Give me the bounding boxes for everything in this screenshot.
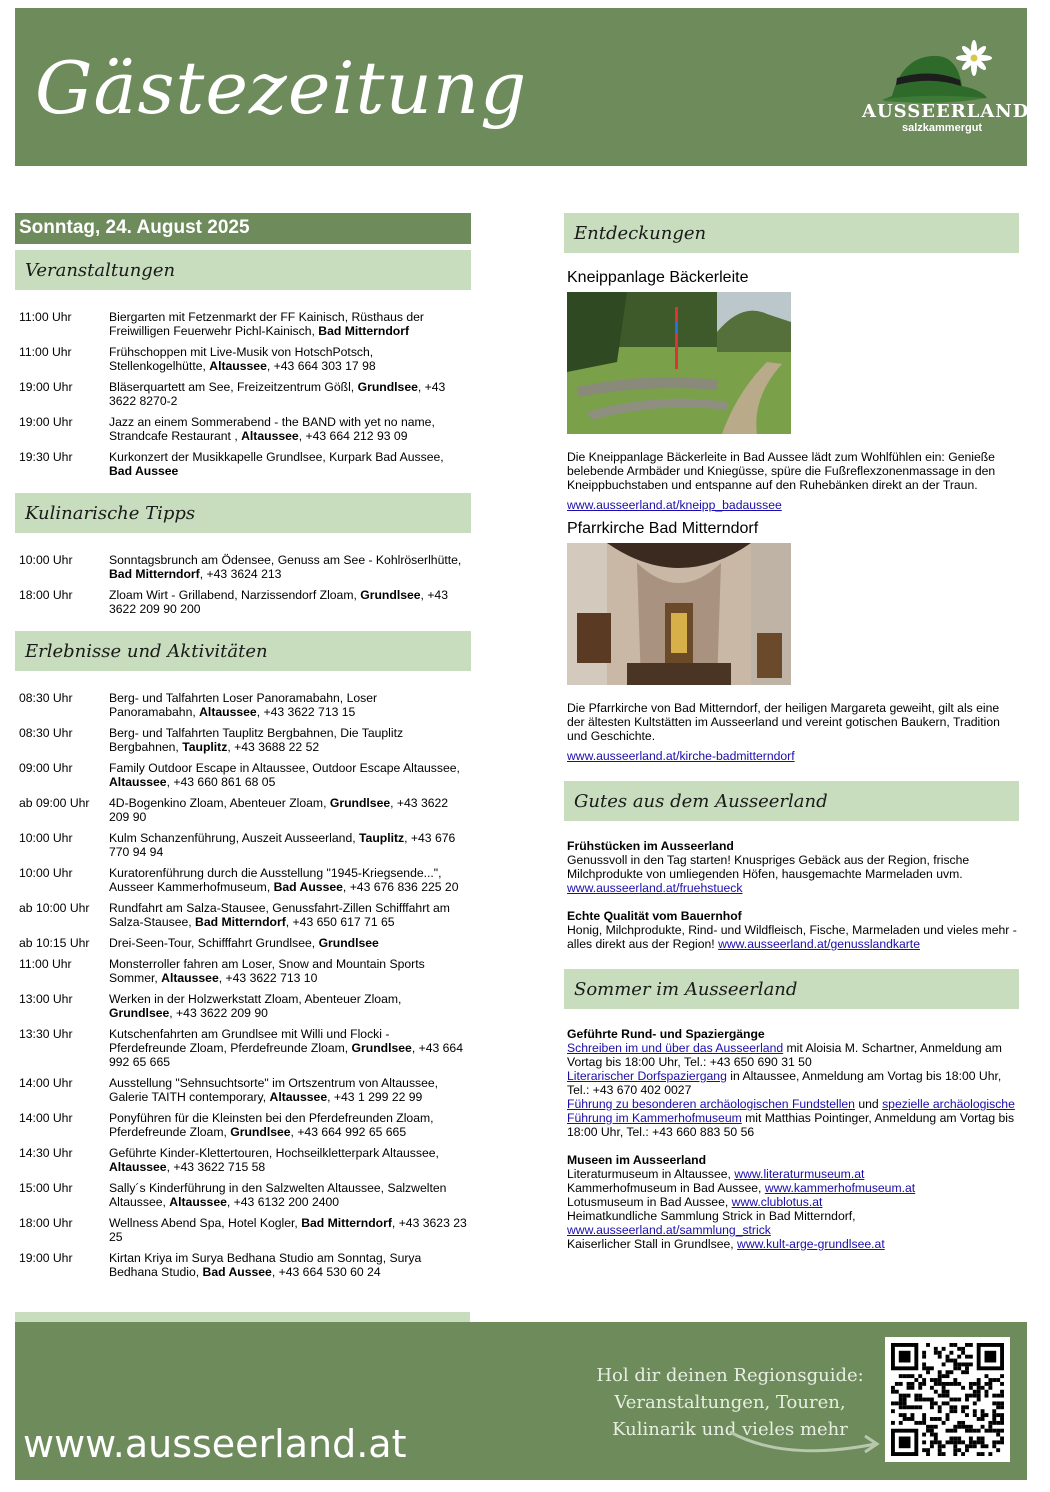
event-row bbox=[15, 1251, 471, 1279]
footer-banner bbox=[15, 1322, 1027, 1480]
event-time: 10:00 Uhr bbox=[19, 866, 73, 880]
event-contact: , +43 3624 213 bbox=[199, 567, 282, 581]
walk-info: mit Aloisia M. Schartner, Anmeldung am Vortag bis 18:00 Uhr, Tel.: +43 650 690 31 50 bbox=[567, 1041, 1002, 1069]
event-text: Family Outdoor Escape in Altaussee, Outdoor Escape Altaussee, bbox=[109, 761, 460, 775]
event-contact: , +43 3622 8270-2 bbox=[109, 380, 446, 408]
breakfast-text: Genussvoll in den Tag starten! Knuspriges Gebäck aus der Region, frische Milchprodukte von umliegenden Höfen, hausgemachte Marmeladen uvm. bbox=[567, 853, 970, 881]
event-text: Kuratorenführung durch die Ausstellung "1945-Kriegsende...", Ausseer Kammerhofmuseum, bbox=[109, 866, 442, 894]
writing-walk-link[interactable]: Schreiben im und über das Ausseerland bbox=[567, 1041, 784, 1055]
event-place: Altaussee bbox=[161, 971, 219, 985]
event-place: Bad Mitterndorf bbox=[301, 1216, 392, 1230]
event-text: Werken in der Holzwerkstatt Zloam, Abenteuer Zloam, bbox=[109, 992, 402, 1006]
event-time: 09:00 Uhr bbox=[19, 761, 73, 775]
event-time: 13:00 Uhr bbox=[19, 992, 73, 1006]
museum-link[interactable]: www.clublotus.at bbox=[731, 1195, 823, 1209]
event-description bbox=[109, 992, 467, 1020]
event-time: 11:00 Uhr bbox=[19, 310, 72, 324]
event-text: Ausstellung "Sehnsuchtsorte" im Ortszentrum von Altaussee, Galerie TAITH contemporary, bbox=[109, 1076, 439, 1104]
event-place: Altaussee bbox=[109, 775, 167, 789]
event-time: 19:00 Uhr bbox=[19, 380, 73, 394]
footer-divider bbox=[15, 1312, 470, 1322]
event-place: Tauplitz bbox=[182, 740, 228, 754]
event-time: 11:00 Uhr bbox=[19, 957, 72, 971]
event-description bbox=[109, 345, 467, 373]
event-description bbox=[109, 936, 467, 950]
event-text: Kutschenfahrten am Grundlsee mit Willi und Flocki - Pferdefreunde Zloam, Pferdefreunde Zloam, bbox=[109, 1027, 390, 1055]
event-place: Grundlsee bbox=[318, 936, 379, 950]
genusslandkarte-link[interactable]: www.ausseerland.at/genusslandkarte bbox=[718, 937, 920, 951]
event-row bbox=[15, 310, 471, 338]
event-description bbox=[109, 1076, 467, 1104]
event-time: 10:00 Uhr bbox=[19, 831, 73, 845]
museum-name: Kaiserlicher Stall in Grundlsee, bbox=[567, 1237, 738, 1251]
event-contact: , +43 1 299 22 99 bbox=[327, 1090, 423, 1104]
event-description bbox=[109, 380, 467, 408]
event-row bbox=[15, 1076, 471, 1104]
walks-title: Geführte Rund- und Spaziergänge bbox=[567, 1027, 765, 1041]
kneipp-link[interactable]: www.ausseerland.at/kneipp_badaussee bbox=[567, 498, 782, 512]
event-description bbox=[109, 726, 467, 754]
header-banner bbox=[15, 8, 1030, 166]
event-text: 4D-Bogenkino Zloam, Abenteuer Zloam, bbox=[109, 796, 330, 810]
event-text: Wellness Abend Spa, Hotel Kogler, bbox=[109, 1216, 302, 1230]
events-list bbox=[15, 533, 471, 631]
event-text: Rundfahrt am Salza-Stausee, Genussfahrt-Zillen Schifffahrt am Salza-Stausee, bbox=[109, 901, 450, 929]
event-description bbox=[109, 310, 467, 338]
event-row bbox=[15, 831, 471, 859]
event-row bbox=[15, 992, 471, 1020]
museums-block bbox=[567, 1153, 1019, 1251]
event-text: Sally´s Kinderführung in den Salzwelten Altaussee, Salzwelten Altaussee, bbox=[109, 1181, 447, 1209]
event-time: 18:00 Uhr bbox=[19, 588, 73, 602]
event-contact: , +43 664 530 60 24 bbox=[271, 1265, 381, 1279]
event-place: Grundlsee bbox=[360, 588, 421, 602]
museum-name: Lotusmuseum in Bad Aussee, bbox=[567, 1195, 732, 1209]
event-description bbox=[109, 450, 467, 478]
event-row bbox=[15, 901, 471, 929]
event-contact: , +43 3622 713 10 bbox=[218, 971, 318, 985]
event-description bbox=[109, 691, 467, 719]
walk-info: in Altaussee, Anmeldung am Vortag bis 18:00 Uhr, Tel.: +43 670 402 0027 bbox=[567, 1069, 1002, 1097]
event-row bbox=[15, 450, 471, 478]
event-time: 11:00 Uhr bbox=[19, 345, 72, 359]
section-heading-gutes: Gutes aus dem Ausseerland bbox=[564, 781, 1019, 821]
right-column bbox=[564, 213, 1019, 1251]
ausseerland-logo[interactable] bbox=[862, 38, 1030, 138]
arrow-icon bbox=[725, 1422, 885, 1462]
event-time: ab 10:15 Uhr bbox=[19, 936, 90, 950]
event-text: Jazz an einem Sommerabend - the BAND with yet no name, Strandcafe Restaurant , bbox=[109, 415, 435, 443]
event-row bbox=[15, 1146, 471, 1174]
event-place: Altaussee bbox=[269, 1090, 328, 1104]
promo-line: Hol dir deinen Regionsguide: bbox=[596, 1365, 864, 1386]
discovery-description: Die Pfarrkirche von Bad Mitterndorf, der heiligen Margareta geweiht, gilt als eine der ältesten Kultstätten im Ausseerland und vereint gotischen Baukern, Tradition und Geschichte. bbox=[567, 701, 1000, 743]
event-contact: , +43 3622 715 58 bbox=[166, 1160, 266, 1174]
event-contact: , +43 676 770 94 94 bbox=[109, 831, 456, 859]
church-interior-image bbox=[567, 543, 791, 685]
museum-link[interactable]: www.kult-arge-grundlsee.at bbox=[737, 1237, 885, 1251]
discovery-title: Pfarrkirche Bad Mitterndorf bbox=[567, 520, 759, 537]
event-place: Grundlsee bbox=[230, 1125, 291, 1139]
event-contact: , +43 3622 209 90 200 bbox=[109, 588, 448, 616]
event-row bbox=[15, 1181, 471, 1209]
discovery-title: Kneippanlage Bäckerleite bbox=[567, 269, 749, 286]
event-row bbox=[15, 796, 471, 824]
event-place: Grundlsee bbox=[351, 1041, 412, 1055]
guided-walks-block bbox=[567, 1027, 1019, 1139]
event-row bbox=[15, 761, 471, 789]
breakfast-title: Frühstücken im Ausseerland bbox=[567, 839, 734, 853]
event-time: ab 09:00 Uhr bbox=[19, 796, 90, 810]
event-description bbox=[109, 1027, 467, 1069]
event-contact: , +43 6132 200 2400 bbox=[226, 1195, 340, 1209]
event-text: Frühschoppen mit Live-Musik von HotschPotsch, Stellenkogelhütte, bbox=[109, 345, 374, 373]
event-text: Berg- und Talfahrten Tauplitz Bergbahnen, Die Tauplitz Bergbahnen, bbox=[109, 726, 404, 754]
event-description bbox=[109, 415, 467, 443]
qr-code[interactable] bbox=[885, 1337, 1010, 1462]
event-row bbox=[15, 380, 471, 408]
walk-info: mit Matthias Pointinger, Anmeldung am Vortag bis 18:00 Uhr, Tel.: +43 660 883 50 56 bbox=[567, 1111, 1015, 1139]
museum-name: Literaturmuseum in Altaussee, bbox=[567, 1167, 735, 1181]
event-time: 18:00 Uhr bbox=[19, 1216, 73, 1230]
farm-quality-block bbox=[567, 909, 1019, 951]
hat-icon bbox=[862, 38, 1002, 108]
walk-connector: und bbox=[854, 1097, 883, 1111]
church-link[interactable]: www.ausseerland.at/kirche-badmitterndorf bbox=[567, 749, 795, 763]
event-place: Bad Mitterndorf bbox=[109, 567, 200, 581]
archaeology-tour-link[interactable]: Führung zu besonderen archäologischen Fundstellen bbox=[567, 1097, 855, 1111]
event-contact: , +43 660 861 68 05 bbox=[166, 775, 276, 789]
farm-title: Echte Qualität vom Bauernhof bbox=[567, 909, 742, 923]
event-place: Grundlsee bbox=[329, 796, 391, 810]
event-place: Altaussee bbox=[109, 1160, 167, 1174]
event-time: 10:00 Uhr bbox=[19, 553, 73, 567]
event-place: Tauplitz bbox=[359, 831, 405, 845]
qr-code-icon bbox=[891, 1343, 1004, 1456]
event-row bbox=[15, 691, 471, 719]
event-place: Grundlsee bbox=[109, 1006, 170, 1020]
event-time: 14:00 Uhr bbox=[19, 1111, 73, 1125]
event-row bbox=[15, 588, 471, 616]
event-row bbox=[15, 866, 471, 894]
museum-link[interactable]: www.kammerhofmuseum.at bbox=[764, 1181, 916, 1195]
promo-line: Kulinarik und vieles mehr bbox=[612, 1419, 848, 1440]
event-text: Zloam Wirt - Grillabend, Narzissendorf Zloam, bbox=[109, 588, 361, 602]
event-time: 14:30 Uhr bbox=[19, 1146, 73, 1160]
event-description bbox=[109, 796, 467, 824]
event-description bbox=[109, 1146, 467, 1174]
event-contact: , +43 650 617 71 65 bbox=[285, 915, 395, 929]
event-row bbox=[15, 1027, 471, 1069]
event-time: 08:30 Uhr bbox=[19, 691, 73, 705]
event-contact: , +43 664 212 93 09 bbox=[298, 429, 408, 443]
event-row bbox=[15, 415, 471, 443]
event-row bbox=[15, 936, 471, 950]
logo-text: AUSSEERLAND bbox=[862, 101, 1030, 122]
museum-name: Heimatkundliche Sammlung Strick in Bad Mitterndorf, bbox=[567, 1209, 856, 1223]
event-time: ab 10:00 Uhr bbox=[19, 901, 90, 915]
event-row bbox=[15, 1216, 471, 1244]
breakfast-block bbox=[567, 839, 1019, 895]
event-description bbox=[109, 1111, 467, 1139]
event-description bbox=[109, 957, 467, 985]
section-heading-veranstaltungen: Veranstaltungen bbox=[15, 250, 471, 290]
event-place: Bad Mitterndorf bbox=[318, 324, 410, 338]
section-heading-erlebnisse: Erlebnisse und Aktivitäten bbox=[15, 631, 471, 671]
event-contact: , +43 3623 23 25 bbox=[109, 1216, 467, 1244]
kneipp-park-image bbox=[567, 292, 791, 434]
event-text: Biergarten mit Fetzenmarkt der FF Kainisch, Rüsthaus der Freiwilligen Feuerwehr Pichl-Kainisch, bbox=[109, 310, 424, 338]
event-description bbox=[109, 761, 467, 789]
event-place: Bad Aussee bbox=[109, 464, 179, 478]
logo-subtext: salzkammergut bbox=[902, 122, 983, 134]
event-row bbox=[15, 345, 471, 373]
event-contact: , +43 664 992 65 665 bbox=[109, 1041, 463, 1069]
event-description bbox=[109, 553, 467, 581]
event-time: 08:30 Uhr bbox=[19, 726, 73, 740]
event-place: Altaussee bbox=[209, 359, 267, 373]
event-text: Berg- und Talfahrten Loser Panoramabahn, Loser Panoramabahn, bbox=[109, 691, 378, 719]
literary-walk-link[interactable]: Literarischer Dorfspaziergang bbox=[567, 1069, 727, 1083]
event-text: Drei-Seen-Tour, Schifffahrt Grundlsee, bbox=[109, 936, 319, 950]
event-description bbox=[109, 901, 467, 929]
archaeology-museum-tour-link[interactable]: spezielle archäologische Führung im Kammerhofmuseum bbox=[567, 1097, 1015, 1125]
date-heading: Sonntag, 24. August 2025 bbox=[15, 213, 471, 244]
section-heading-kulinarische-tipps: Kulinarische Tipps bbox=[15, 493, 471, 533]
event-text: Sonntagsbrunch am Ödensee, Genuss am See - Kohlröserlhütte, bbox=[109, 553, 462, 567]
promo-line: Veranstaltungen, Touren, bbox=[614, 1392, 846, 1413]
event-text: Monsterroller fahren am Loser, Snow and Mountain Sports Sommer, bbox=[109, 957, 425, 985]
event-place: Bad Aussee bbox=[202, 1265, 272, 1279]
page-title: Gästezeitung bbox=[35, 46, 528, 130]
event-time: 14:00 Uhr bbox=[19, 1076, 73, 1090]
event-description bbox=[109, 1181, 467, 1209]
event-contact: , +43 664 992 65 665 bbox=[290, 1125, 407, 1139]
event-row bbox=[15, 957, 471, 985]
event-place: Bad Mitterndorf bbox=[195, 915, 286, 929]
left-column bbox=[15, 213, 471, 1294]
event-contact: , +43 3622 209 90 bbox=[109, 796, 449, 824]
event-description bbox=[109, 831, 467, 859]
event-place: Altaussee bbox=[241, 429, 299, 443]
event-place: Altaussee bbox=[169, 1195, 227, 1209]
event-place: Bad Aussee bbox=[273, 880, 343, 894]
event-text: Geführte Kinder-Klettertouren, Hochseilkletterpark Altaussee, bbox=[109, 1146, 439, 1160]
event-contact: , +43 3622 713 15 bbox=[256, 705, 356, 719]
event-contact: , +43 3688 22 52 bbox=[227, 740, 320, 754]
event-row bbox=[15, 726, 471, 754]
event-contact: , +43 676 836 225 20 bbox=[342, 880, 459, 894]
event-row bbox=[15, 1111, 471, 1139]
museum-name: Kammerhofmuseum in Bad Aussee, bbox=[567, 1181, 765, 1195]
events-list bbox=[15, 671, 471, 1294]
event-description bbox=[109, 1216, 467, 1244]
event-row bbox=[15, 553, 471, 581]
museums-title: Museen im Ausseerland bbox=[567, 1153, 707, 1167]
section-heading-entdeckungen: Entdeckungen bbox=[564, 213, 1019, 253]
events-list bbox=[15, 290, 471, 493]
event-place: Altaussee bbox=[199, 705, 257, 719]
event-description bbox=[109, 588, 467, 616]
event-text: Bläserquartett am See, Freizeitzentrum Gößl, bbox=[109, 380, 358, 394]
discovery-description: Die Kneippanlage Bäckerleite in Bad Aussee lädt zum Wohlfühlen ein: Genieße belebende Armbäder und Kniegüsse, spüre die Fußreflexzonenmassage in den Kneippbuchstaben und entspanne auf den Ruhebänken direkt an der Traun. bbox=[567, 450, 996, 492]
museum-link[interactable]: www.literaturmuseum.at bbox=[734, 1167, 865, 1181]
event-description bbox=[109, 1251, 467, 1279]
event-description bbox=[109, 866, 467, 894]
event-contact: , +43 3622 209 90 bbox=[169, 1006, 268, 1020]
museum-link[interactable]: www.ausseerland.at/sammlung_strick bbox=[567, 1223, 771, 1237]
event-contact: , +43 664 303 17 98 bbox=[266, 359, 376, 373]
event-time: 19:00 Uhr bbox=[19, 415, 73, 429]
event-time: 19:00 Uhr bbox=[19, 1251, 73, 1265]
event-text: Ponyführen für die Kleinsten bei den Pferdefreunden Zloam, Pferdefreunde Zloam, bbox=[109, 1111, 434, 1139]
event-time: 19:30 Uhr bbox=[19, 450, 73, 464]
event-place: Grundlsee bbox=[357, 380, 418, 394]
event-text: Kurkonzert der Musikkapelle Grundlsee, Kurpark Bad Aussee, bbox=[109, 450, 444, 464]
breakfast-link[interactable]: www.ausseerland.at/fruehstueck bbox=[567, 881, 743, 895]
event-text: Kirtan Kriya im Surya Bedhana Studio am Sonntag, Surya Bedhana Studio, bbox=[109, 1251, 422, 1279]
event-text: Kulm Schanzenführung, Auszeit Ausseerland, bbox=[109, 831, 359, 845]
event-time: 15:00 Uhr bbox=[19, 1181, 73, 1195]
event-time: 13:30 Uhr bbox=[19, 1027, 73, 1041]
footer-website[interactable]: www.ausseerland.at bbox=[23, 1422, 407, 1466]
farm-text: Honig, Milchprodukte, Rind- und Wildfleisch, Fische, Marmeladen und vieles mehr - alles direkt aus der Region! bbox=[567, 923, 1017, 951]
section-heading-sommer: Sommer im Ausseerland bbox=[564, 969, 1019, 1009]
